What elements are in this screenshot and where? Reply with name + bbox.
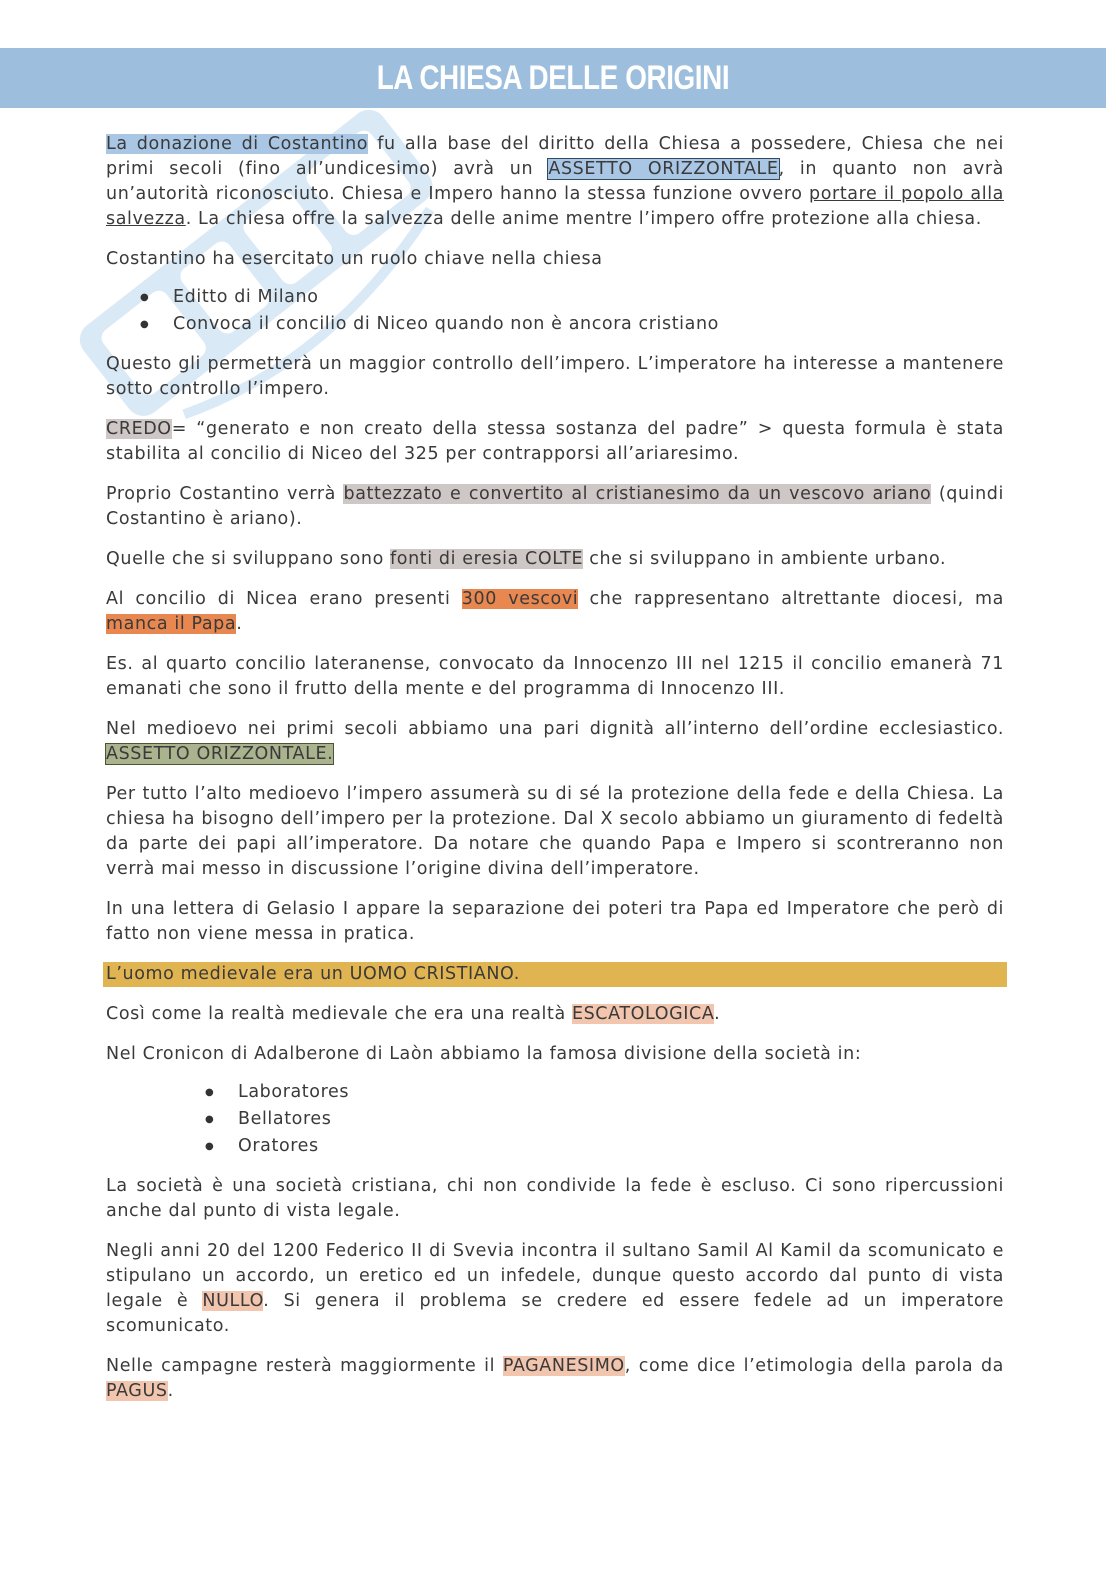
highlight-escatologica: ESCATOLOGICA (571, 1004, 715, 1024)
paragraph-credo: CREDO= “generato e non creato della stessa sostanza del padre” > questa formula è stata stabilita al concilio di Niceo del 325 per contrapporsi all’ariaresimo. (106, 419, 1004, 464)
paragraph-uomo-cristiano (106, 962, 1004, 987)
paragraph-donazione: La donazione di Costantino fu alla base del diritto della Chiesa a possedere, Chiesa che nei primi secoli (fino all’undicesimo) avrà un ASSETTO ORIZZONTALE, in quanto non avrà un’autorità riconosciuto. Chiesa e Impero hanno la stessa funzione ovvero portare il popolo alla salvezza. La chiesa offre la salvezza delle anime mentre l’impero offre protezione alla chiesa. (106, 134, 1004, 229)
paragraph-federico: Negli anni 20 del 1200 Federico II di Svevia incontra il sultano Samil Al Kamil da scomunicato e stipulano un accordo, un eretico ed un infedele, dunque questo accordo dal punto di vista legale è NULLO. Si genera il problema se credere ed essere fedele ad un imperatore scomunicato. (106, 1241, 1004, 1336)
paragraph-alto-medioevo: Per tutto l’alto medioevo l’impero assumerà su di sé la protezione della fede e della Chiesa. La chiesa ha bisogno dell’impero per la protezione. Dal X secolo abbiamo un giuramento di fedeltà da parte dei papi all’imperatore. Da notare che quando Papa e Impero si scontreranno non verrà mai messo in discussione l’origine divina dell’imperatore. (106, 784, 1004, 879)
list-item: ● Bellatores (106, 1106, 1004, 1133)
list-costantino (106, 284, 1004, 338)
highlight-eresia: fonti di eresia COLTE (390, 549, 584, 569)
highlight-uomo-cristiano: L’uomo medievale era un UOMO CRISTIANO. (103, 962, 1007, 987)
paragraph-escatologica: Così come la realtà medievale che era una realtà ESCATOLOGICA. (106, 1004, 721, 1024)
paragraph-nicea: Al concilio di Nicea erano presenti 300 vescovi che rappresentano altrettante diocesi, ma manca il Papa. (106, 589, 1004, 634)
paragraph-societa-cristiana: La società è una società cristiana, chi non condivide la fede è escluso. Ci sono ripercussioni anche dal punto di vista legale. (106, 1176, 1004, 1221)
highlight-battezzato: battezzato e convertito al cristianesimo da un vescovo ariano (343, 484, 932, 504)
highlight-pagus: PAGUS (106, 1381, 168, 1401)
list-item: ● Editto di Milano (106, 284, 1004, 311)
list-item: ● Convoca il concilio di Niceo quando non è ancora cristiano (106, 311, 1004, 338)
list-societa (106, 1079, 1004, 1160)
paragraph-gelasio: In una lettera di Gelasio I appare la separazione dei poteri tra Papa ed Imperatore che però di fatto non viene messa in pratica. (106, 899, 1004, 944)
highlight-assetto-orizzontale: ASSETTO ORIZZONTALE (548, 159, 779, 179)
page-title: LA CHIESA DELLE ORIGINI (376, 58, 730, 97)
paragraph-dignita: Nel medioevo nei primi secoli abbiamo una pari dignità all’interno dell’ordine ecclesiastico. ASSETTO ORIZZONTALE. (106, 719, 1004, 764)
paragraph-battesimo: Proprio Costantino verrà battezzato e convertito al cristianesimo da un vescovo ariano (quindi Costantino è ariano). (106, 484, 1004, 529)
paragraph-controllo: Questo gli permetterà un maggior controllo dell’impero. L’imperatore ha interesse a mantenere sotto controllo l’impero. (106, 354, 1004, 399)
underlined-salvezza: portare il popolo alla salvezza (106, 184, 1004, 229)
document-body (106, 132, 1004, 1419)
highlight-vescovi: 300 vescovi (461, 589, 579, 609)
list-item: ● Laboratores (106, 1079, 1004, 1106)
highlight-donazione: La donazione di Costantino (106, 134, 369, 154)
title-banner (0, 48, 1106, 108)
highlight-papa: manca il Papa (106, 614, 237, 634)
highlight-nullo: NULLO (202, 1291, 264, 1311)
paragraph-paganesimo: Nelle campagne resterà maggiormente il PAGANESIMO, come dice l’etimologia della parola da PAGUS. (106, 1356, 1004, 1401)
paragraph-cronicon: Nel Cronicon di Adalberone di Laòn abbiamo la famosa divisione della società in: (106, 1044, 862, 1064)
paragraph-eresia: Quelle che si sviluppano sono fonti di eresia COLTE che si sviluppano in ambiente urbano. (106, 549, 947, 569)
list-item: ● Oratores (106, 1133, 1004, 1160)
highlight-paganesimo: PAGANESIMO (502, 1356, 625, 1376)
paragraph-lateranense: Es. al quarto concilio lateranense, convocato da Innocenzo III nel 1215 il concilio emanerà 71 emanati che sono il frutto della mente e del programma di Innocenzo III. (106, 654, 1004, 699)
highlight-credo: CREDO (106, 419, 172, 439)
paragraph-costantino-ruolo: Costantino ha esercitato un ruolo chiave nella chiesa (106, 249, 603, 269)
highlight-assetto-orizzontale-2: ASSETTO ORIZZONTALE. (106, 744, 334, 764)
